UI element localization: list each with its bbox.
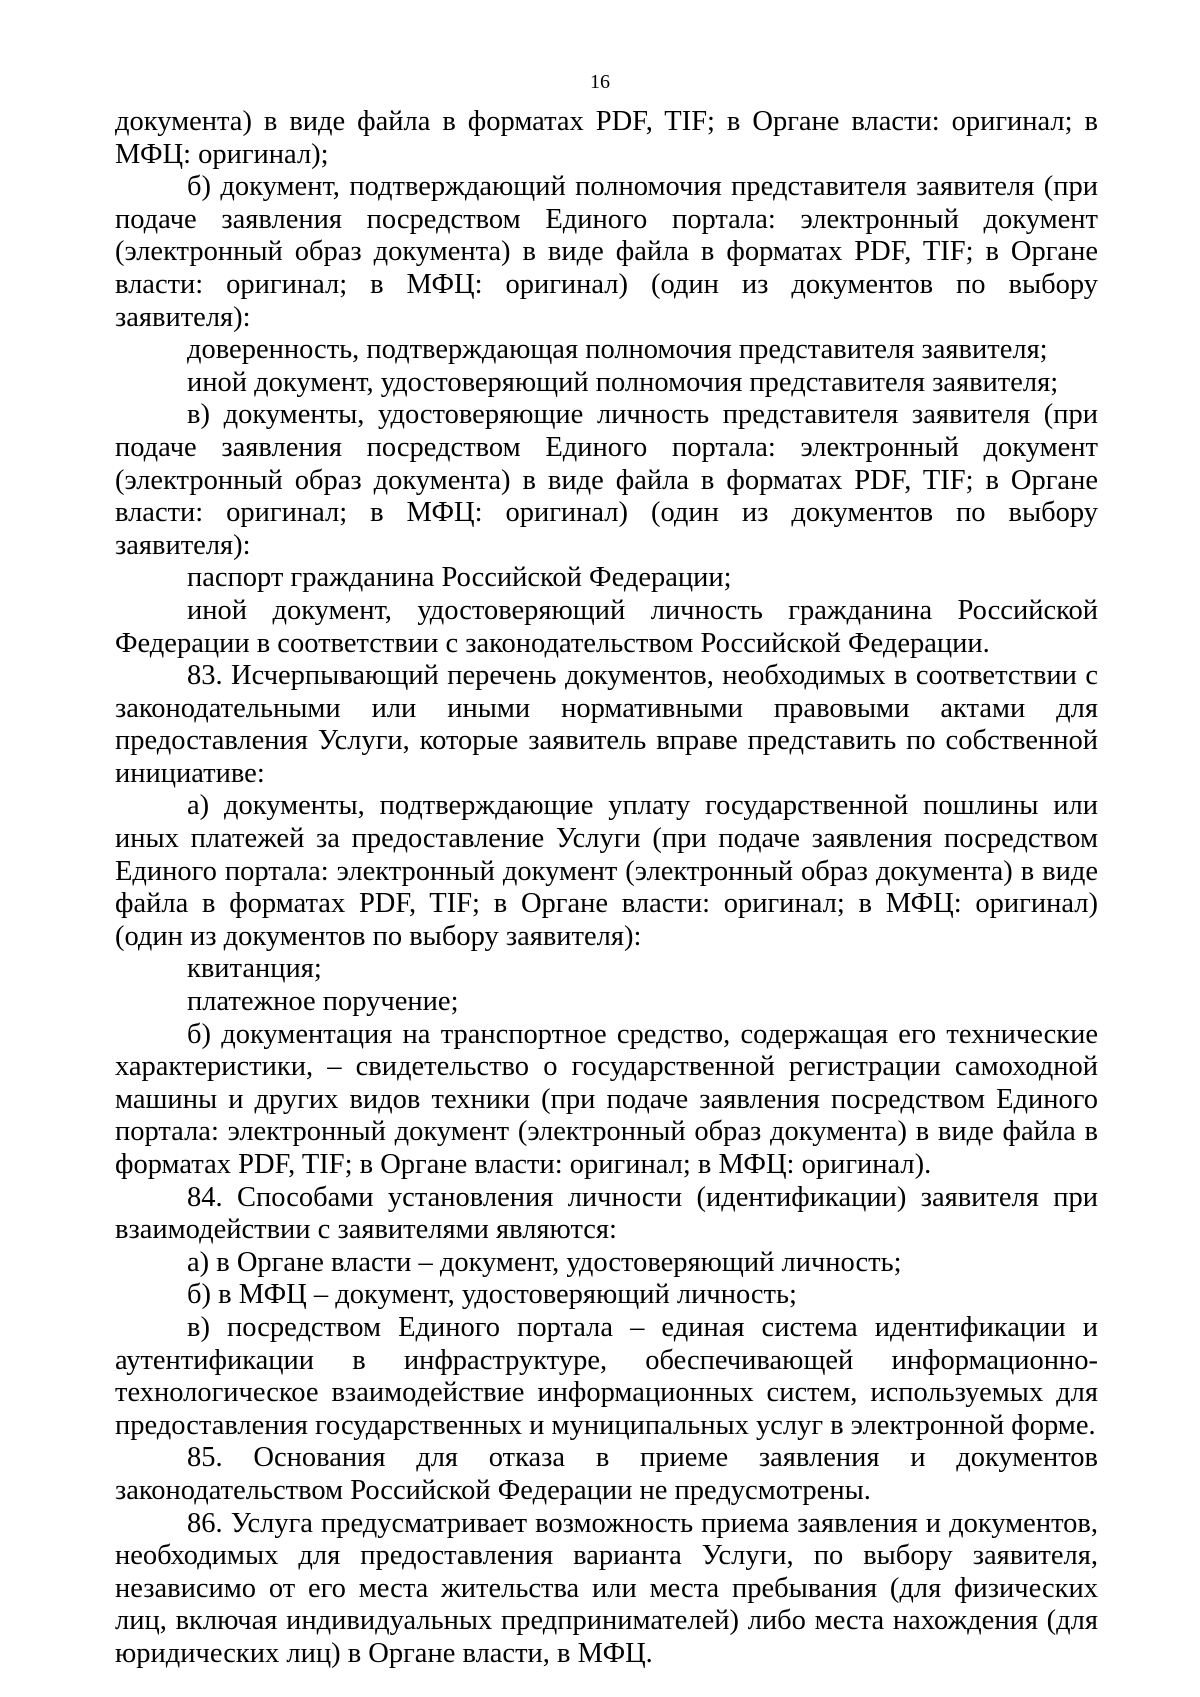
paragraph: паспорт гражданина Российской Федерации; [187, 562, 732, 594]
paragraph: 86. Услуга предусматривает возможность приема заявления и документов, необходимых для предоставления варианта Услуги, по выбору заявителя, независимо от его места жительства или места пребывания (для физических лиц, включая индивидуальных предпринимателей) либо места нахождения (для юридических лиц) в Органе власти, в МФЦ. [115, 1507, 1098, 1669]
page-number: 16 [590, 71, 610, 93]
paragraph: 85. Основания для отказа в приеме заявления и документов законодательством Российской Федерации не предусмотрены. [115, 1442, 1098, 1506]
paragraph: 84. Способами установления личности (идентификации) заявителя при взаимодействии с заявителями являются: [115, 1181, 1098, 1246]
document-body [115, 106, 1098, 1671]
paragraph: б) документ, подтверждающий полномочия представителя заявителя (при подаче заявления посредством Единого портала: электронный документ (электронный образ документа) в виде файла в форматах PDF, TIF; в Органе власти: оригинал; в МФЦ: оригинал) (один из документов по выбору заявителя): [115, 171, 1098, 333]
paragraph: 83. Исчерпывающий перечень документов, необходимых в соответствии с законодательными или иными нормативными правовыми актами для предоставления Услуги, которые заявитель вправе представить по собственной инициативе: [115, 660, 1098, 789]
paragraph: б) документация на транспортное средство, содержащая его технические характеристики, – свидетельство о государственной регистрации самоходной машины и других видов техники (при подаче заявления посредством Единого портала: электронный документ (электронный образ документа) в виде файла в форматах PDF, TIF; в Органе власти: оригинал; в МФЦ: оригинал). [115, 1018, 1098, 1180]
paragraph: б) в МФЦ – документ, удостоверяющий личность; [187, 1279, 797, 1311]
paragraph: а) в Органе власти – документ, удостоверяющий личность; [187, 1246, 902, 1278]
paragraph: документа) в виде файла в форматах PDF, TIF; в Органе власти: оригинал; в МФЦ: оригинал); [115, 106, 1098, 170]
paragraph: в) посредством Единого портала – единая система идентификации и аутентификации в инфраструктуре, обеспечивающей информационно-технологическое взаимодействие информационных систем, используемых для предоставления государственных и муниципальных услуг в электронной форме. [115, 1311, 1098, 1441]
paragraph: а) документы, подтверждающие уплату государственной пошлины или иных платежей за предоставление Услуги (при подаче заявления посредством Единого портала: электронный документ (электронный образ документа) в виде файла в форматах PDF, TIF; в Органе власти: оригинал; в МФЦ: оригинал) (один из документов по выбору заявителя): [115, 790, 1098, 952]
paragraph: платежное поручение; [187, 986, 459, 1018]
paragraph: иной документ, удостоверяющий полномочия представителя заявителя; [187, 366, 1059, 398]
paragraph: иной документ, удостоверяющий личность гражданина Российской Федерации в соответствии с законодательством Российской Федерации. [115, 594, 1098, 659]
paragraph: в) документы, удостоверяющие личность представителя заявителя (при подаче заявления посредством Единого портала: электронный документ (электронный образ документа) в виде файла в форматах PDF, TIF; в Органе власти: оригинал; в МФЦ: оригинал) (один из документов по выбору заявителя): [115, 399, 1098, 561]
paragraph: квитанция; [187, 953, 322, 985]
paragraph: доверенность, подтверждающая полномочия представителя заявителя; [187, 334, 1048, 366]
